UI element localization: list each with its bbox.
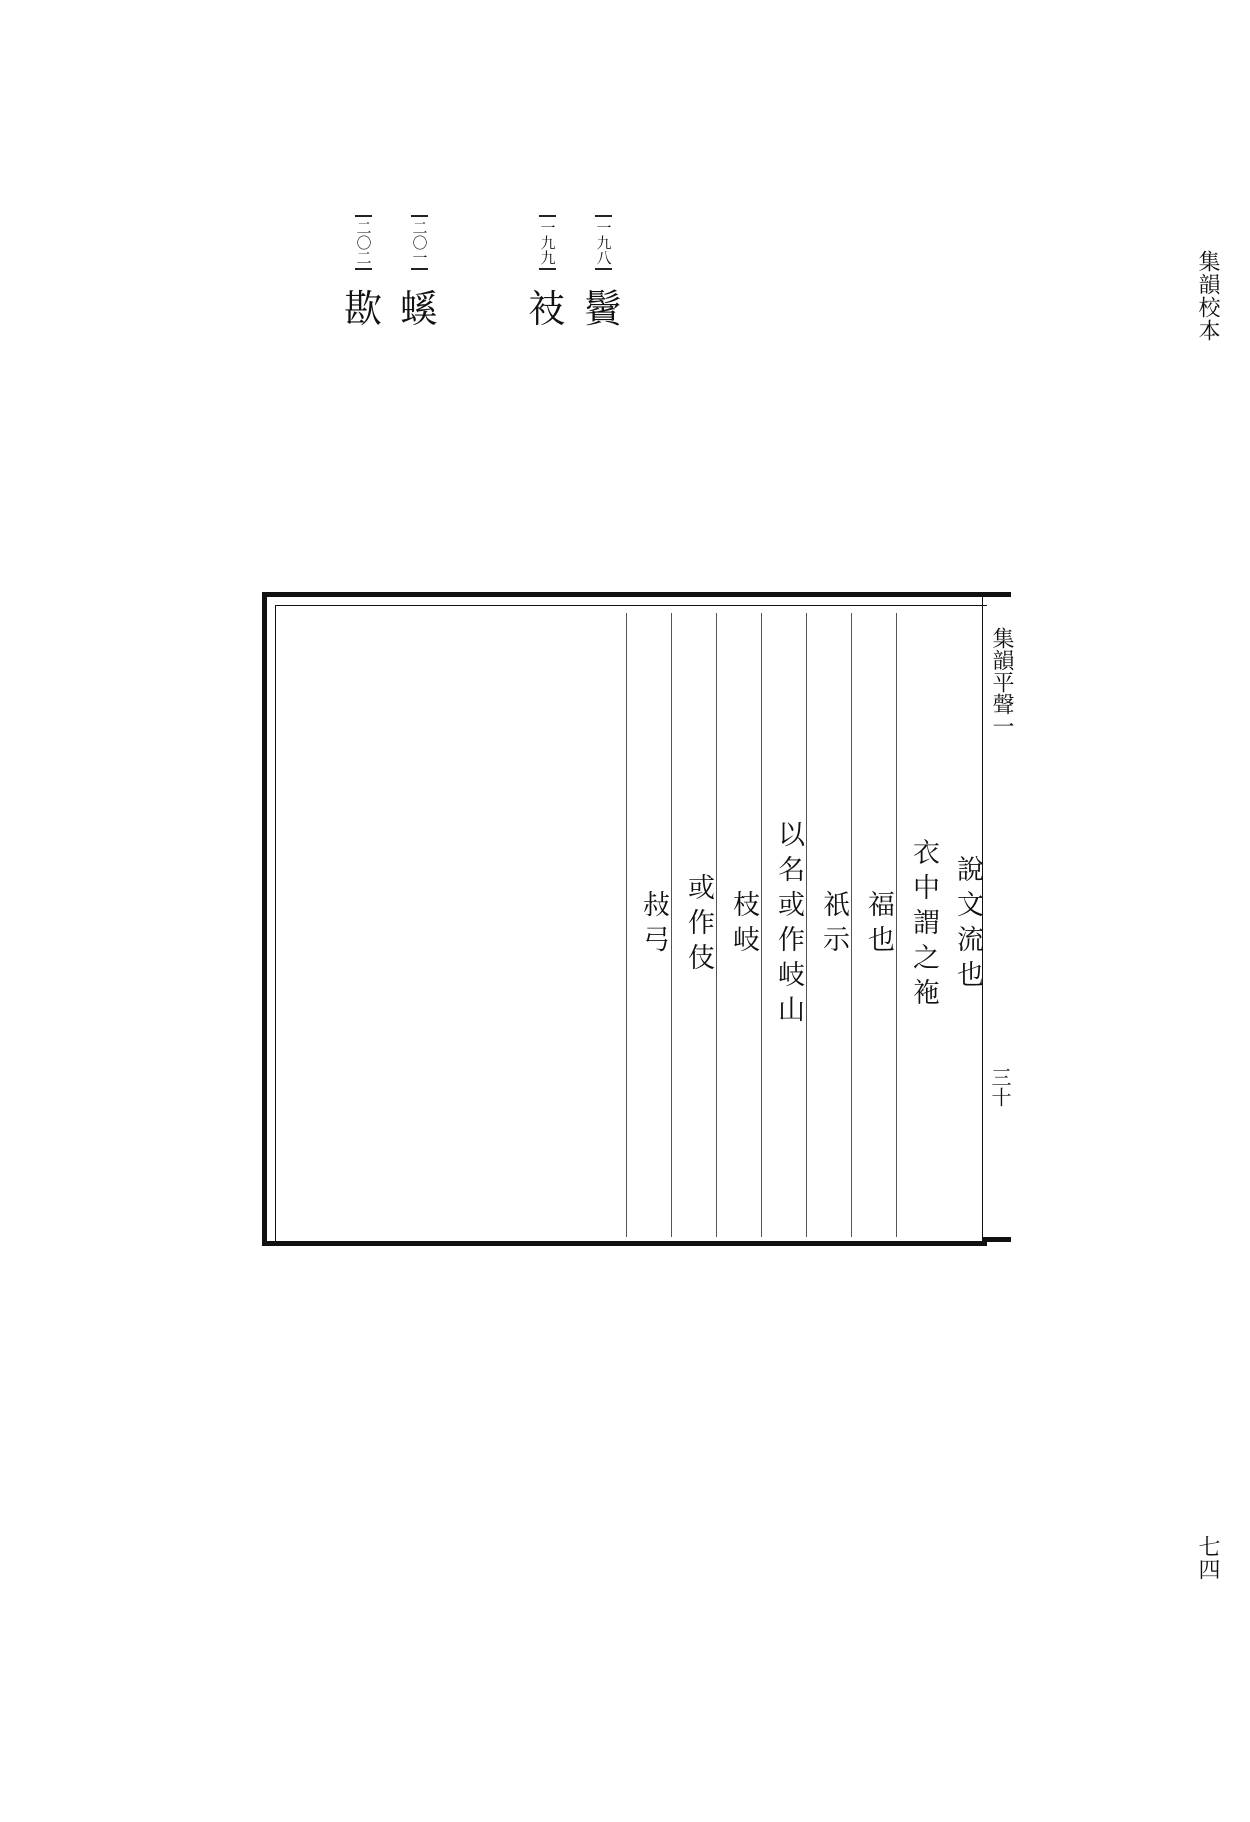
text-column: 衣中謂之袘: [896, 613, 941, 1237]
text-column: 祇示: [806, 613, 851, 1237]
note-number: 一九八: [595, 215, 612, 270]
collation-note-199: [528, 215, 567, 331]
text-column: 說文流也: [952, 855, 983, 995]
block-margin: [982, 592, 1012, 1236]
page-number: 七四: [1195, 1535, 1220, 1581]
margin-folio: 三十: [988, 1067, 1012, 1107]
note-character: 螇: [400, 287, 439, 331]
note-number: 二〇二: [355, 215, 372, 270]
text-column: 以名或作岐山: [761, 613, 806, 1237]
book-title: 集韻校本: [1195, 250, 1220, 342]
margin-strip: [982, 592, 1014, 1242]
text-column: 或作伎: [671, 613, 716, 1237]
collation-note-201: [400, 215, 439, 331]
collation-note-198: [584, 215, 623, 331]
text-column: 枝岐: [716, 613, 761, 1237]
note-number: 二〇一: [411, 215, 428, 270]
text-column: 福也: [851, 613, 896, 1237]
note-character: 鬢: [584, 287, 623, 331]
note-character: 衼: [528, 287, 567, 331]
collation-note-202: [344, 215, 383, 331]
woodblock-text-frame: [262, 592, 987, 1246]
margin-volume-title: 集韻平聲一: [989, 627, 1014, 737]
main-text: [626, 613, 985, 1237]
note-character: 歁: [344, 287, 383, 331]
note-number: 一九九: [539, 215, 556, 270]
text-column: 敊弓: [626, 613, 671, 1237]
